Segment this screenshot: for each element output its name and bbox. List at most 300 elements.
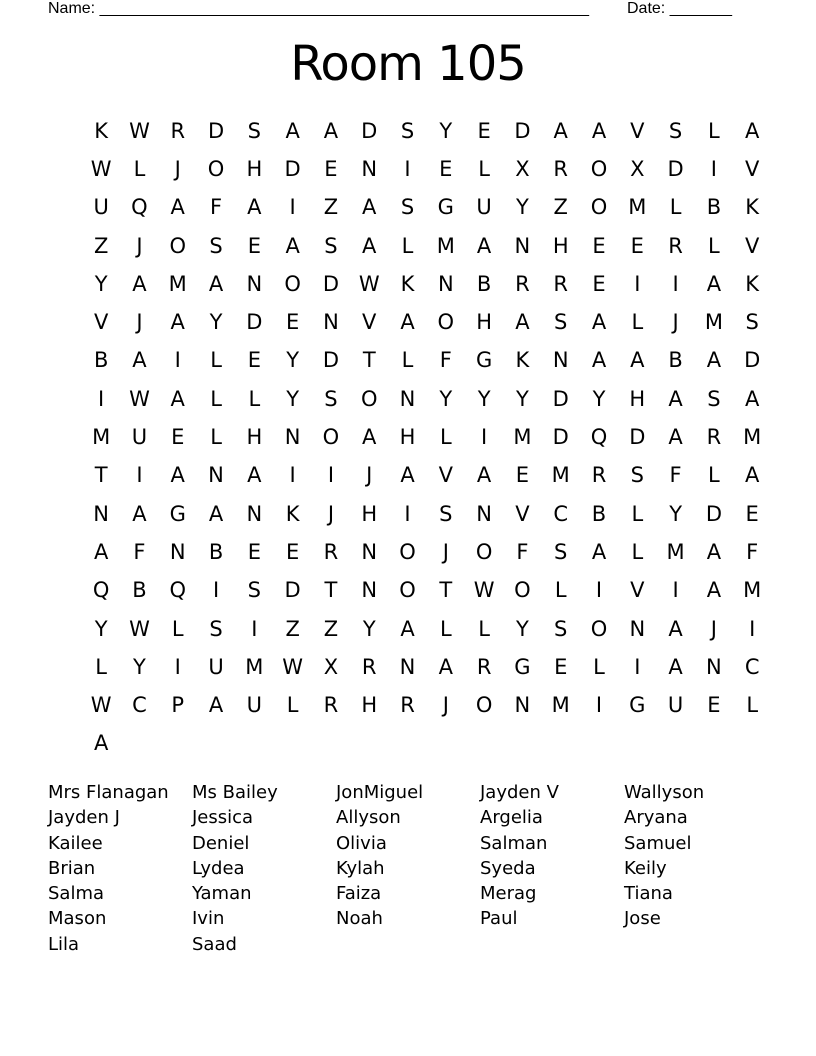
grid-letter: E [707,693,721,718]
name-field-line: Name: _______________________________________________________ [48,0,589,17]
grid-letter: D [514,118,531,143]
grid-letter: A [400,616,415,641]
grid-letter: K [400,271,415,296]
word-list-item: Mrs Flanagan [48,782,169,803]
grid-letter: D [284,156,301,181]
grid-letter: S [324,233,338,258]
grid-letter: G [629,693,646,718]
grid-letter: E [247,348,261,373]
grid-letter: I [672,578,679,603]
grid-letter: R [476,654,492,679]
grid-letter: N [514,233,531,258]
grid-letter: A [553,118,568,143]
grid-letter: A [706,348,722,373]
word-list-item: Jayden V [480,782,559,803]
grid-letter: L [746,693,759,718]
grid-letter: A [668,386,683,411]
grid-letter: M [245,654,264,679]
grid-letter: Q [131,195,148,220]
grid-letter: V [515,501,530,526]
grid-letter: I [289,463,296,488]
grid-letter: J [174,156,181,181]
grid-letter: N [399,386,416,411]
grid-letter: R [323,693,339,718]
grid-letter: H [361,501,378,526]
word-list-item: JonMiguel [336,782,424,803]
grid-letter: Y [94,616,108,641]
grid-letter: S [400,195,415,220]
grid-letter: L [593,654,605,679]
grid-letter: Y [286,386,300,411]
grid-letter: L [248,386,261,411]
word-list [48,780,768,957]
grid-letter: Y [669,501,683,526]
grid-letter: A [476,233,492,258]
grid-letter: K [285,501,300,526]
grid-letter: W [129,616,150,641]
grid-letter: J [136,310,143,335]
word-list-item: Noah [336,908,383,930]
grid-letter: R [706,425,722,450]
grid-letter: W [282,654,304,679]
grid-letter: A [170,463,185,488]
grid-letter: L [286,693,299,718]
grid-letter: E [592,271,606,296]
grid-letter: A [515,310,530,335]
grid-letter: J [327,501,335,526]
grid-letter: R [591,463,607,488]
grid-letter: J [672,310,679,335]
grid-letter: K [94,118,109,143]
grid-letter: H [246,425,263,450]
grid-letter: D [361,118,378,143]
grid-letter: C [132,693,147,718]
grid-letter: M [513,425,532,450]
grid-letter: A [93,731,109,756]
grid-letter: A [668,425,683,450]
grid-letter: A [591,348,607,373]
grid-letter: L [631,501,644,526]
grid-letter: Y [516,195,529,220]
grid-letter: D [552,425,569,450]
grid-letter: A [668,616,683,641]
word-list-item: Wallyson [624,782,705,803]
grid-letter: A [400,310,415,335]
grid-letter: E [285,539,300,564]
grid-letter: Q [169,578,186,603]
grid-letter: R [400,693,415,718]
grid-letter: V [630,118,645,143]
word-list-item: Argelia [480,807,543,829]
grid-letter: A [323,118,339,143]
grid-letter: I [404,156,411,181]
grid-letter: A [170,386,185,411]
grid-letter: S [630,463,644,488]
grid-letter: A [745,386,760,411]
grid-letter: E [477,118,491,143]
grid-letter: S [554,616,568,641]
grid-letter: L [133,156,146,181]
grid-letter: U [93,195,109,220]
grid-letter: A [476,463,492,488]
grid-letter: A [706,271,722,296]
grid-letter: I [136,463,143,488]
grid-letter: N [361,539,378,564]
grid-letter: W [90,156,112,181]
grid-letter: O [590,616,608,641]
grid-letter: P [171,693,185,718]
word-list-item: Ivin [192,908,225,930]
grid-letter: E [592,233,606,258]
grid-letter: B [476,271,492,296]
grid-letter: E [439,156,453,181]
word-list-item: Faiza [336,883,382,905]
grid-letter: L [554,578,567,603]
grid-letter: I [212,578,220,603]
grid-letter: L [478,156,490,181]
word-list-item: Mason [48,908,107,930]
grid-letter: L [708,463,720,488]
grid-letter: S [668,118,683,143]
grid-letter: D [667,156,684,181]
grid-letter: U [667,693,684,718]
grid-letter: G [169,501,186,526]
grid-letter: Y [516,386,529,411]
grid-letter: S [745,310,759,335]
grid-letter: R [668,233,683,258]
grid-letter: I [327,463,335,488]
grid-letter: L [439,425,452,450]
word-list-item: Jayden J [48,807,120,829]
grid-letter: A [285,118,300,143]
grid-letter: O [590,156,608,181]
grid-letter: J [442,693,449,718]
grid-letter: R [170,118,186,143]
grid-letter: W [129,118,150,143]
grid-letter: Z [323,195,339,220]
grid-letter: O [207,156,225,181]
word-list-item: Olivia [336,832,387,854]
grid-letter: H [246,156,263,181]
grid-letter: R [553,271,568,296]
grid-letter: N [437,271,454,296]
grid-letter: L [669,195,682,220]
grid-letter: O [475,539,493,564]
grid-letter: L [478,616,490,641]
grid-letter: A [132,348,147,373]
grid-letter: E [554,654,568,679]
grid-letter: N [629,616,646,641]
grid-letter: Y [592,386,606,411]
word-list-item: Deniel [192,832,250,854]
grid-letter: T [439,578,453,603]
grid-letter: F [209,195,223,220]
grid-letter: M [628,195,647,220]
grid-letter: N [169,539,186,564]
grid-letter: V [630,578,645,603]
grid-letter: E [515,463,530,488]
grid-letter: L [210,386,222,411]
grid-letter: K [515,348,530,373]
grid-letter: A [170,310,185,335]
grid-letter: E [285,310,300,335]
grid-letter: S [554,310,568,335]
grid-letter: A [591,539,607,564]
grid-letter: Z [285,616,300,641]
grid-letter: N [361,156,378,181]
grid-letter: A [438,654,453,679]
grid-letter: I [634,654,641,679]
grid-letter: K [745,195,760,220]
grid-letter: L [401,233,414,258]
grid-letter: W [358,271,380,296]
grid-letter: A [285,233,300,258]
grid-letter: S [554,539,568,564]
grid-letter: G [475,348,493,373]
grid-letter: X [323,654,339,679]
grid-letter: B [591,501,607,526]
grid-letter: A [247,463,262,488]
word-list-item: Paul [480,908,518,930]
grid-letter: S [324,386,338,411]
word-list-item: Saad [192,933,237,955]
word-list-item: Samuel [624,832,692,854]
grid-letter: A [208,693,224,718]
grid-letter: L [401,348,414,373]
grid-letter: G [437,195,454,220]
grid-letter: C [744,654,760,679]
grid-letter: F [439,348,452,373]
grid-letter: A [132,501,147,526]
grid-letter: J [366,463,373,488]
word-list-item: Salma [48,883,105,905]
grid-letter: O [590,195,608,220]
grid-letter: D [629,425,646,450]
grid-letter: O [514,578,531,603]
grid-letter: M [92,425,111,450]
word-list-item: Ms Bailey [192,782,278,803]
grid-letter: I [174,348,181,373]
grid-letter: L [210,425,222,450]
grid-letter: B [208,539,224,564]
grid-letter: L [210,348,222,373]
grid-letter: Y [94,271,108,296]
grid-letter: M [168,271,187,296]
page-title: Room 105 [290,36,526,92]
grid-letter: V [93,310,109,335]
grid-letter: A [706,578,722,603]
grid-letter: I [481,425,488,450]
grid-letter: L [708,233,720,258]
word-list-item: Brian [48,857,96,879]
grid-letter: T [324,578,338,603]
grid-letter: F [746,539,759,564]
grid-letter: M [704,310,723,335]
grid-letter: A [591,118,607,143]
grid-letter: A [400,463,415,488]
word-list-item: Allyson [336,807,401,829]
grid-letter: A [208,501,224,526]
grid-letter: N [246,501,263,526]
grid-letter: E [630,233,644,258]
grid-letter: H [361,693,378,718]
grid-letter: M [436,233,455,258]
grid-letter: A [208,271,224,296]
grid-letter: A [668,654,683,679]
word-list-item: Kailee [48,832,103,854]
grid-letter: U [246,693,263,718]
grid-letter: D [284,578,301,603]
word-list-item: Kylah [336,857,385,879]
grid-letter: Z [93,233,109,258]
grid-letter: O [475,693,493,718]
grid-letter: C [553,501,569,526]
grid-letter: A [591,310,607,335]
grid-letter: U [476,195,492,220]
grid-letter: I [710,156,717,181]
grid-letter: G [514,654,531,679]
grid-letter: O [284,271,301,296]
grid-letter: M [666,539,685,564]
grid-letter: N [284,425,301,450]
grid-letter: Q [92,578,110,603]
grid-letter: L [95,654,107,679]
grid-letter: Y [439,118,453,143]
grid-letter: E [745,501,759,526]
grid-letter: N [93,501,109,526]
grid-letter: V [362,310,377,335]
grid-letter: A [132,271,147,296]
grid-letter: N [208,463,224,488]
grid-letter: O [437,310,455,335]
grid-letter: H [476,310,493,335]
grid-letter: V [745,156,760,181]
grid-letter: H [629,386,646,411]
grid-letter: N [476,501,492,526]
grid-letter: O [322,425,340,450]
grid-letter: J [710,616,717,641]
grid-letter: S [707,386,721,411]
grid-letter: N [361,578,378,603]
grid-letter: Y [209,310,223,335]
grid-letter: M [743,578,762,603]
grid-letter: A [93,539,109,564]
grid-letter: E [324,156,338,181]
word-list-item: Jose [624,908,661,930]
grid-letter: I [174,654,181,679]
word-list-item: Keily [624,857,667,879]
grid-letter: Y [439,386,453,411]
grid-letter: F [669,463,682,488]
grid-letter: E [171,425,185,450]
grid-letter: B [668,348,683,373]
grid-letter: S [209,233,223,258]
grid-letter: O [169,233,186,258]
grid-letter: A [170,195,185,220]
word-list-item: Lila [48,933,80,955]
grid-letter: I [672,271,679,296]
grid-letter: L [439,616,452,641]
grid-letter: N [323,310,339,335]
grid-letter: H [552,233,569,258]
date-field-line: Date: _______ [627,0,732,17]
word-list-item: Merag [480,883,537,905]
grid-letter: N [514,693,531,718]
grid-letter: N [399,654,416,679]
grid-letter: M [743,425,762,450]
grid-letter: X [515,156,530,181]
grid-letter: Y [362,616,376,641]
grid-letter: S [400,118,415,143]
grid-letter: E [247,233,261,258]
grid-letter: N [552,348,569,373]
grid-letter: Y [477,386,491,411]
grid-letter: I [595,578,603,603]
word-search-grid [82,112,771,763]
grid-letter: D [322,348,340,373]
grid-letter: D [322,271,340,296]
word-list-item: Syeda [480,857,536,879]
grid-letter: S [439,501,453,526]
grid-letter: Y [133,654,146,679]
grid-letter: Y [286,348,300,373]
grid-letter: A [362,425,377,450]
grid-letter: B [132,578,147,603]
grid-letter: I [98,386,105,411]
grid-letter: M [551,693,570,718]
grid-letter: R [323,539,339,564]
grid-letter: A [362,233,377,258]
grid-letter: Z [553,195,568,220]
grid-letter: S [247,578,261,603]
grid-letter: R [361,654,377,679]
word-list-item: Tiana [624,883,673,905]
grid-letter: K [745,271,760,296]
grid-letter: I [634,271,641,296]
grid-letter: H [399,425,416,450]
grid-letter: V [745,233,760,258]
grid-letter: X [630,156,645,181]
grid-letter: A [247,195,262,220]
grid-letter: L [171,616,184,641]
word-list-item: Lydea [192,857,245,879]
grid-letter: I [595,693,603,718]
grid-letter: Z [323,616,339,641]
grid-letter: Q [590,425,608,450]
grid-letter: A [706,539,722,564]
word-list-item: Yaman [192,883,252,905]
grid-letter: L [631,539,644,564]
grid-letter: U [208,654,224,679]
grid-letter: U [131,425,148,450]
grid-letter: E [247,539,261,564]
grid-letter: L [631,310,644,335]
grid-letter: F [516,539,529,564]
grid-letter: B [706,195,722,220]
grid-letter: D [207,118,225,143]
word-list-item: Jessica [192,807,254,829]
grid-letter: I [404,501,411,526]
grid-letter: D [705,501,722,526]
grid-letter: R [553,156,568,181]
grid-letter: O [360,386,378,411]
grid-letter: O [399,578,416,603]
grid-letter: R [515,271,530,296]
grid-letter: Y [516,616,529,641]
grid-letter: A [362,195,377,220]
grid-letter: O [399,539,416,564]
grid-letter: J [136,233,143,258]
